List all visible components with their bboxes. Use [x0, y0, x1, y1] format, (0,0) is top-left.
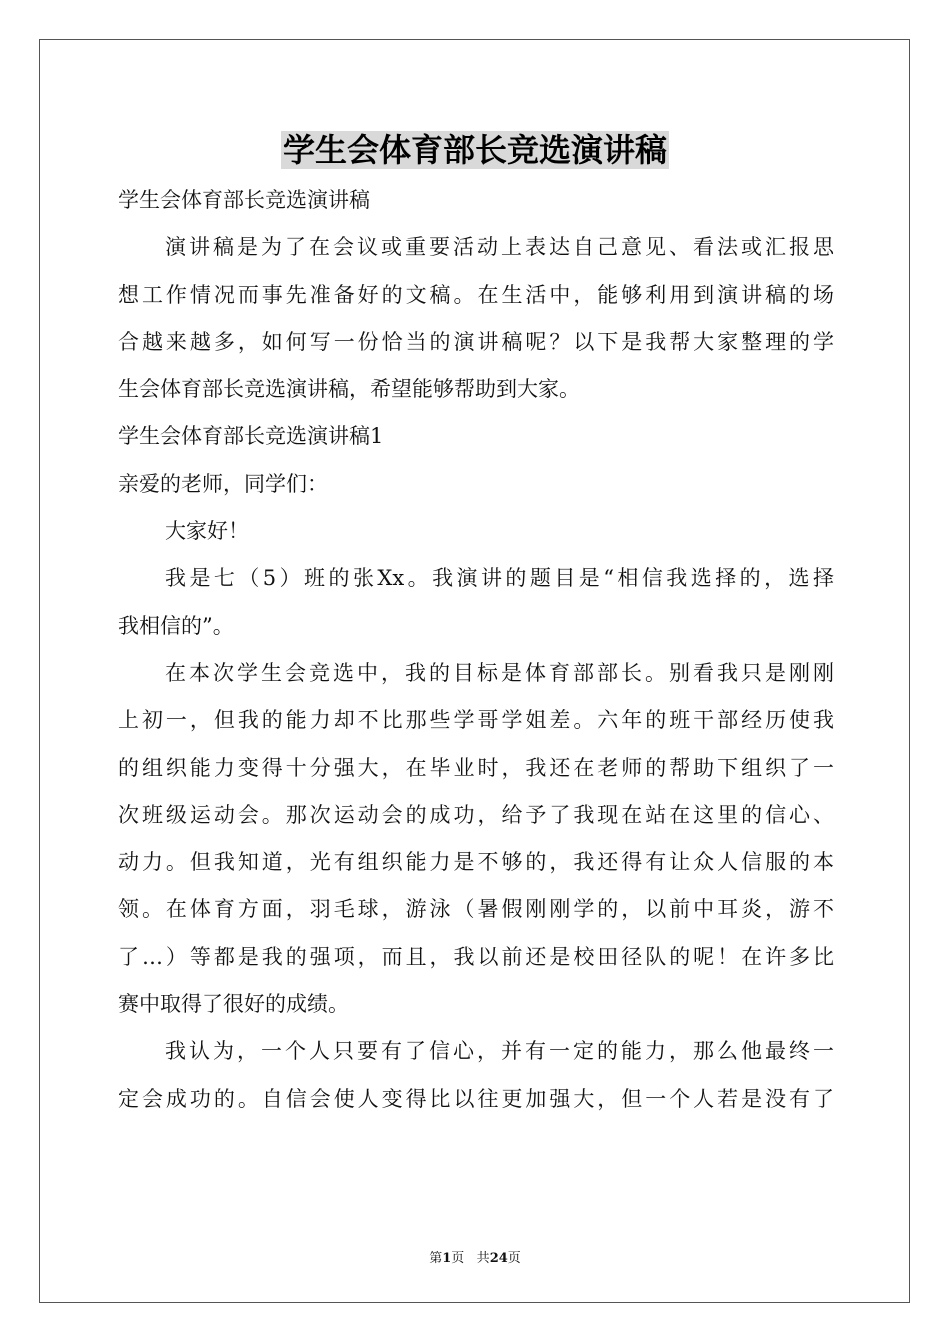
text-line: 学生会体育部长竞选演讲稿1	[118, 424, 384, 449]
text-line: 亲爱的老师，同学们：	[118, 471, 328, 496]
text-line: 了…）等都是我的强项，而且，我以前还是校田径队的呢！在许多比	[118, 944, 834, 969]
text-line: 在本次学生会竞选中，我的目标是体育部部长。别看我只是刚刚	[165, 660, 834, 685]
text-line: 赛中取得了很好的成绩。	[118, 992, 349, 1017]
text-line: 想工作情况而事先准备好的文稿。在生活中，能够利用到演讲稿的场	[118, 282, 834, 307]
text-line: 次班级运动会。那次运动会的成功，给予了我现在站在这里的信心、	[118, 802, 834, 827]
page-suffix: 页	[451, 1251, 465, 1266]
text-line: 生会体育部长竞选演讲稿，希望能够帮助到大家。	[118, 377, 580, 402]
text-line: 我认为，一个人只要有了信心，并有一定的能力，那么他最终一	[165, 1039, 834, 1064]
text-line: 我相信的”。	[118, 613, 234, 638]
page-prefix: 第	[429, 1251, 443, 1266]
text-line: 合越来越多，如何写一份恰当的演讲稿呢？以下是我帮大家整理的学	[118, 329, 834, 354]
text-line: 的组织能力变得十分强大，在毕业时，我还在老师的帮助下组织了一	[118, 755, 834, 780]
document-title	[0, 128, 950, 172]
total-suffix: 页	[507, 1251, 521, 1266]
page-footer	[0, 1247, 950, 1266]
total-prefix: 共	[476, 1251, 490, 1266]
text-line: 动力。但我知道，光有组织能力是不够的，我还得有让众人信服的本	[118, 850, 834, 875]
text-line: 领。在体育方面，羽毛球，游泳（暑假刚刚学的，以前中耳炎，游不	[118, 897, 834, 922]
text-line: 我是七（5）班的张Xx。我演讲的题目是“相信我选择的，选择	[165, 566, 834, 591]
text-line: 大家好！	[165, 519, 249, 544]
title-text: 学生会体育部长竞选演讲稿	[282, 131, 667, 169]
text-line: 演讲稿是为了在会议或重要活动上表达自己意见、看法或汇报思	[165, 235, 834, 260]
page-current: 1	[442, 1251, 452, 1266]
text-line: 定会成功的。自信会使人变得比以往更加强大，但一个人若是没有了	[118, 1086, 834, 1111]
text-line: 学生会体育部长竞选演讲稿	[118, 188, 370, 212]
text-line: 上初一，但我的能力却不比那些学哥学姐差。六年的班干部经历使我	[118, 708, 834, 733]
page-total: 24	[489, 1251, 508, 1266]
document-body	[118, 177, 834, 1123]
